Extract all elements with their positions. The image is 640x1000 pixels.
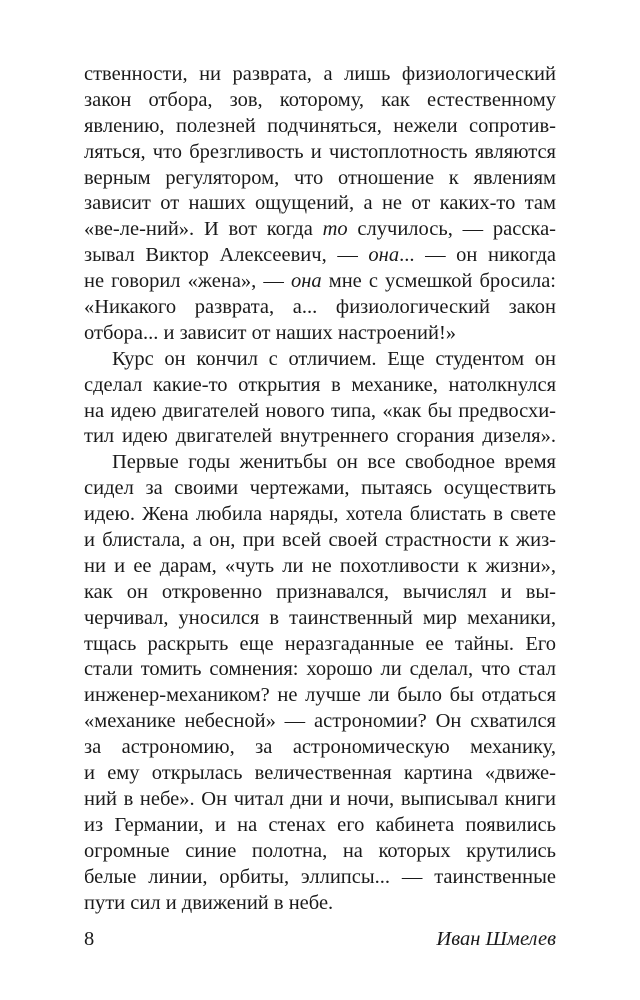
text-line: верным регулятором, что отношение к явлениям <box>84 166 556 189</box>
text-line: огромные синие полотна, на которых крутились <box>84 839 556 862</box>
text-line: сделал какие-то открытия в механике, натолкнулся <box>84 373 556 396</box>
text-line: Курс он кончил с отличием. Еще студентом он <box>112 347 556 370</box>
text-line: за астрономию, за астрономическую механику, <box>84 736 556 759</box>
paragraph <box>84 62 556 347</box>
paragraph <box>84 347 556 451</box>
text-line: на идею двигателей нового типа, «как бы предвосхи- <box>84 399 556 422</box>
text-line: «ве-ле-ний». И вот когда то случилось, — расска- <box>84 218 557 241</box>
text-line: зависит от наших ощущений, а не от каких-то там <box>84 192 556 215</box>
text-line: не говорил «жена», — она мне с усмешкой бросила: <box>84 270 556 293</box>
text-line: ляться, что брезгливость и чистоплотность являются <box>84 140 556 163</box>
italic-emphasis: она <box>368 244 400 267</box>
text-line: закон отбора, зов, которому, как естественному <box>84 88 556 111</box>
text-line: зывал Виктор Алексеевич, — она... — он никогда <box>84 244 557 267</box>
text-line: стали томить сомнения: хорошо ли сделал, что стал <box>84 658 556 681</box>
text-line: явлению, полезней подчиняться, нежели сопротив- <box>84 114 556 137</box>
text-line: из Германии, и на стенах его кабинета появились <box>84 813 556 836</box>
text-line: инженер-механиком? не лучше ли было бы отдаться <box>84 684 556 707</box>
text-line: сидел за своими чертежами, пытаясь осуществить <box>84 477 556 500</box>
text-line: тил идею двигателей внутреннего сгорания дизеля». <box>84 425 556 448</box>
text-line: «механике небесной» — астрономии? Он схватился <box>84 710 556 733</box>
text-line: ственности, ни разврата, а лишь физиологический <box>84 63 556 85</box>
italic-emphasis: она <box>290 270 322 293</box>
text-line: и блистала, а он, при всей своей страстности к жиз- <box>84 529 556 552</box>
body-text <box>84 62 556 916</box>
text-line: идею. Жена любила наряды, хотела блистать в свете <box>84 503 556 526</box>
text-line: черчивал, уносился в таинственный мир механики, <box>84 606 556 629</box>
text-line: пути сил и движений в небе. <box>84 891 334 914</box>
running-head-author: Иван Шмелев <box>436 928 556 950</box>
italic-emphasis: то <box>322 218 348 241</box>
text-line: отбора... и зависит от наших настроений!» <box>84 321 457 344</box>
page-number: 8 <box>84 928 95 950</box>
page-footer <box>84 928 556 954</box>
text-line: ни и ее дарам, «чуть ли не похотливости к жизни», <box>84 554 556 577</box>
text-line: Первые годы женитьбы он все свободное время <box>112 451 556 474</box>
text-line: тщась раскрыть еще неразгаданные ее тайны. Его <box>84 632 556 655</box>
paragraph <box>84 450 556 916</box>
text-line: белые линии, орбиты, эллипсы... — таинственные <box>84 865 556 888</box>
text-line: и ему открылась величественная картина «движе- <box>84 762 556 785</box>
text-line: как он откровенно признавался, вычислял и вы- <box>84 580 556 603</box>
text-line: ний в небе». Он читал дни и ночи, выписывал книги <box>84 787 556 810</box>
text-line: «Никакого разврата, а... физиологический закон <box>84 296 556 319</box>
